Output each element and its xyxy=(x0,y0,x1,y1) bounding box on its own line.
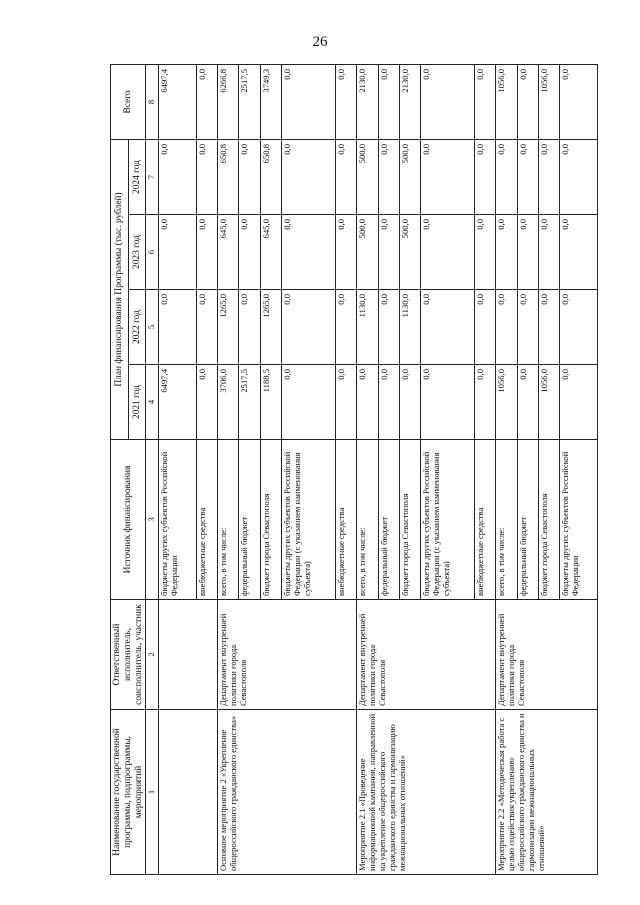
column-number: 5 xyxy=(146,290,159,365)
value-2024: 0,0 xyxy=(335,139,356,214)
source-cell: всего, в том числе: xyxy=(218,440,239,600)
value-2023: 645,0 xyxy=(218,215,239,290)
value-2023: 0,0 xyxy=(475,215,496,290)
value-total: 0,0 xyxy=(475,64,496,139)
column-number: 6 xyxy=(146,215,159,290)
table-row xyxy=(159,64,197,874)
value-2024: 0,0 xyxy=(196,139,217,214)
value-total: 0,0 xyxy=(421,64,475,139)
value-total: 2130,0 xyxy=(399,64,420,139)
value-2023: 0,0 xyxy=(517,215,538,290)
source-cell: бюджеты других субъектов Российской Федерации (с указанием наименования субъекта) xyxy=(421,440,475,600)
value-2021: 0,0 xyxy=(421,365,475,440)
value-2024: 0,0 xyxy=(538,139,559,214)
header-financing-plan: План финансирования Программы (тыс. рублей) xyxy=(111,139,129,439)
value-2022: 0,0 xyxy=(239,290,260,365)
value-total: 0,0 xyxy=(378,64,399,139)
value-2022: 0,0 xyxy=(159,290,197,365)
value-2021: 0,0 xyxy=(517,365,538,440)
source-cell: бюджеты других субъектов Российской Федерации (с указанием наименования субъекта) xyxy=(282,440,336,600)
value-2021: 0,0 xyxy=(560,365,598,440)
source-cell: внебюджетные средства xyxy=(335,440,356,600)
source-cell: федеральный бюджет xyxy=(378,440,399,600)
column-number: 7 xyxy=(146,139,159,214)
program-name-cell: Основное мероприятие 2 «Укрепление общероссийского гражданского единства» xyxy=(218,710,357,875)
value-2024: 650,8 xyxy=(218,139,239,214)
value-2021: 0,0 xyxy=(196,365,217,440)
source-cell: всего, в том числе: xyxy=(496,440,517,600)
value-2022: 1130,0 xyxy=(357,290,378,365)
value-2023: 0,0 xyxy=(282,215,336,290)
header-year-2022: 2022 год xyxy=(128,290,146,365)
value-2023: 0,0 xyxy=(496,215,517,290)
value-2024: 0,0 xyxy=(475,139,496,214)
value-total: 0,0 xyxy=(560,64,598,139)
value-2023: 0,0 xyxy=(159,215,197,290)
value-total: 0,0 xyxy=(517,64,538,139)
value-2021: 0,0 xyxy=(378,365,399,440)
value-total: 2130,0 xyxy=(357,64,378,139)
header-year-2023: 2023 год xyxy=(128,215,146,290)
value-2021: 1188,5 xyxy=(260,365,281,440)
source-cell: внебюджетные средства xyxy=(196,440,217,600)
column-number: 1 xyxy=(146,710,159,875)
page-number: 26 xyxy=(312,34,328,50)
column-number: 2 xyxy=(146,600,159,710)
table-rotation-frame xyxy=(110,65,590,875)
source-cell: бюджет города Севастополя xyxy=(538,440,559,600)
value-2021: 0,0 xyxy=(282,365,336,440)
header-year-2021: 2021 год xyxy=(128,365,146,440)
rotated-table-container xyxy=(110,65,590,875)
value-2021: 2517,5 xyxy=(239,365,260,440)
value-total: 0,0 xyxy=(196,64,217,139)
value-total: 2517,5 xyxy=(239,64,260,139)
column-number: 8 xyxy=(146,64,159,139)
value-2024: 650,8 xyxy=(260,139,281,214)
value-2024: 0,0 xyxy=(517,139,538,214)
header-program-name: Наименование государственной программы, подпрограммы, мероприятий xyxy=(111,710,146,875)
value-2021: 3706,0 xyxy=(218,365,239,440)
value-2022: 0,0 xyxy=(282,290,336,365)
value-2022: 0,0 xyxy=(560,290,598,365)
source-cell: бюджеты других субъектов Российской Федерации xyxy=(159,440,197,600)
value-2024: 0,0 xyxy=(239,139,260,214)
value-2023: 0,0 xyxy=(335,215,356,290)
value-2022: 0,0 xyxy=(421,290,475,365)
executor-cell: Департамент внутренней политики города Севастополя xyxy=(496,600,598,710)
value-2024: 0,0 xyxy=(421,139,475,214)
table-row xyxy=(357,64,378,874)
value-2022: 0,0 xyxy=(196,290,217,365)
value-2023: 0,0 xyxy=(560,215,598,290)
header-year-2024: 2024 год xyxy=(128,139,146,214)
program-name-cell xyxy=(159,710,218,875)
executor-cell: Департамент внутренней политики города Севастополя xyxy=(357,600,496,710)
value-total: 1056,0 xyxy=(496,64,517,139)
value-total: 3749,3 xyxy=(260,64,281,139)
value-total: 1056,0 xyxy=(538,64,559,139)
value-2023: 645,0 xyxy=(260,215,281,290)
value-2021: 1056,0 xyxy=(496,365,517,440)
source-cell: бюджет города Севастополя xyxy=(399,440,420,600)
value-2023: 0,0 xyxy=(378,215,399,290)
value-2022: 1130,0 xyxy=(399,290,420,365)
source-cell: всего, в том числе: xyxy=(357,440,378,600)
value-2021: 6497,4 xyxy=(159,365,197,440)
value-2021: 0,0 xyxy=(399,365,420,440)
numbering-row xyxy=(146,64,159,874)
source-cell: федеральный бюджет xyxy=(517,440,538,600)
table-row xyxy=(496,64,517,874)
value-2021: 0,0 xyxy=(335,365,356,440)
value-2023: 0,0 xyxy=(538,215,559,290)
value-2024: 500,0 xyxy=(399,139,420,214)
value-2024: 0,0 xyxy=(560,139,598,214)
value-total: 6497,4 xyxy=(159,64,197,139)
value-total: 0,0 xyxy=(282,64,336,139)
source-cell: внебюджетные средства xyxy=(475,440,496,600)
value-2022: 0,0 xyxy=(335,290,356,365)
value-2022: 0,0 xyxy=(475,290,496,365)
header-executor: Ответственный исполнитель, соисполнитель, участник xyxy=(111,600,146,710)
value-2022: 0,0 xyxy=(517,290,538,365)
value-total: 0,0 xyxy=(335,64,356,139)
value-2022: 0,0 xyxy=(378,290,399,365)
header-source: Источник финансирования xyxy=(111,440,146,600)
value-2024: 0,0 xyxy=(378,139,399,214)
value-2023: 0,0 xyxy=(421,215,475,290)
value-2023: 0,0 xyxy=(196,215,217,290)
program-name-cell: Мероприятие 2.1 «Проведение информационной кампании, направленной на укрепление общероссийского гражданского единства и гармонизацию межнациональных отношений» xyxy=(357,710,496,875)
financing-table xyxy=(110,64,598,875)
executor-cell: Департамент внутренней политики города Севастополя xyxy=(218,600,357,710)
value-2023: 500,0 xyxy=(399,215,420,290)
source-cell: бюджеты других субъектов Российской Федерации xyxy=(560,440,598,600)
value-2023: 0,0 xyxy=(239,215,260,290)
program-name-cell: Мероприятие 2.2 «Методическая работа с целью содействия укреплению общероссийского гражданского единства и гармонизации межнациональных отношений» xyxy=(496,710,598,875)
value-2024: 500,0 xyxy=(357,139,378,214)
table-row xyxy=(218,64,239,874)
executor-cell xyxy=(159,600,218,710)
value-2023: 500,0 xyxy=(357,215,378,290)
value-2022: 1265,0 xyxy=(260,290,281,365)
value-2021: 0,0 xyxy=(357,365,378,440)
value-total: 6266,8 xyxy=(218,64,239,139)
value-2022: 0,0 xyxy=(538,290,559,365)
column-number: 3 xyxy=(146,440,159,600)
value-2024: 0,0 xyxy=(159,139,197,214)
value-2024: 0,0 xyxy=(282,139,336,214)
header-total: Всего xyxy=(111,64,146,139)
value-2021: 0,0 xyxy=(475,365,496,440)
source-cell: бюджет города Севастополя xyxy=(260,440,281,600)
source-cell: федеральный бюджет xyxy=(239,440,260,600)
value-2024: 0,0 xyxy=(496,139,517,214)
value-2022: 0,0 xyxy=(496,290,517,365)
value-2022: 1265,0 xyxy=(218,290,239,365)
column-number: 4 xyxy=(146,365,159,440)
value-2021: 1056,0 xyxy=(538,365,559,440)
